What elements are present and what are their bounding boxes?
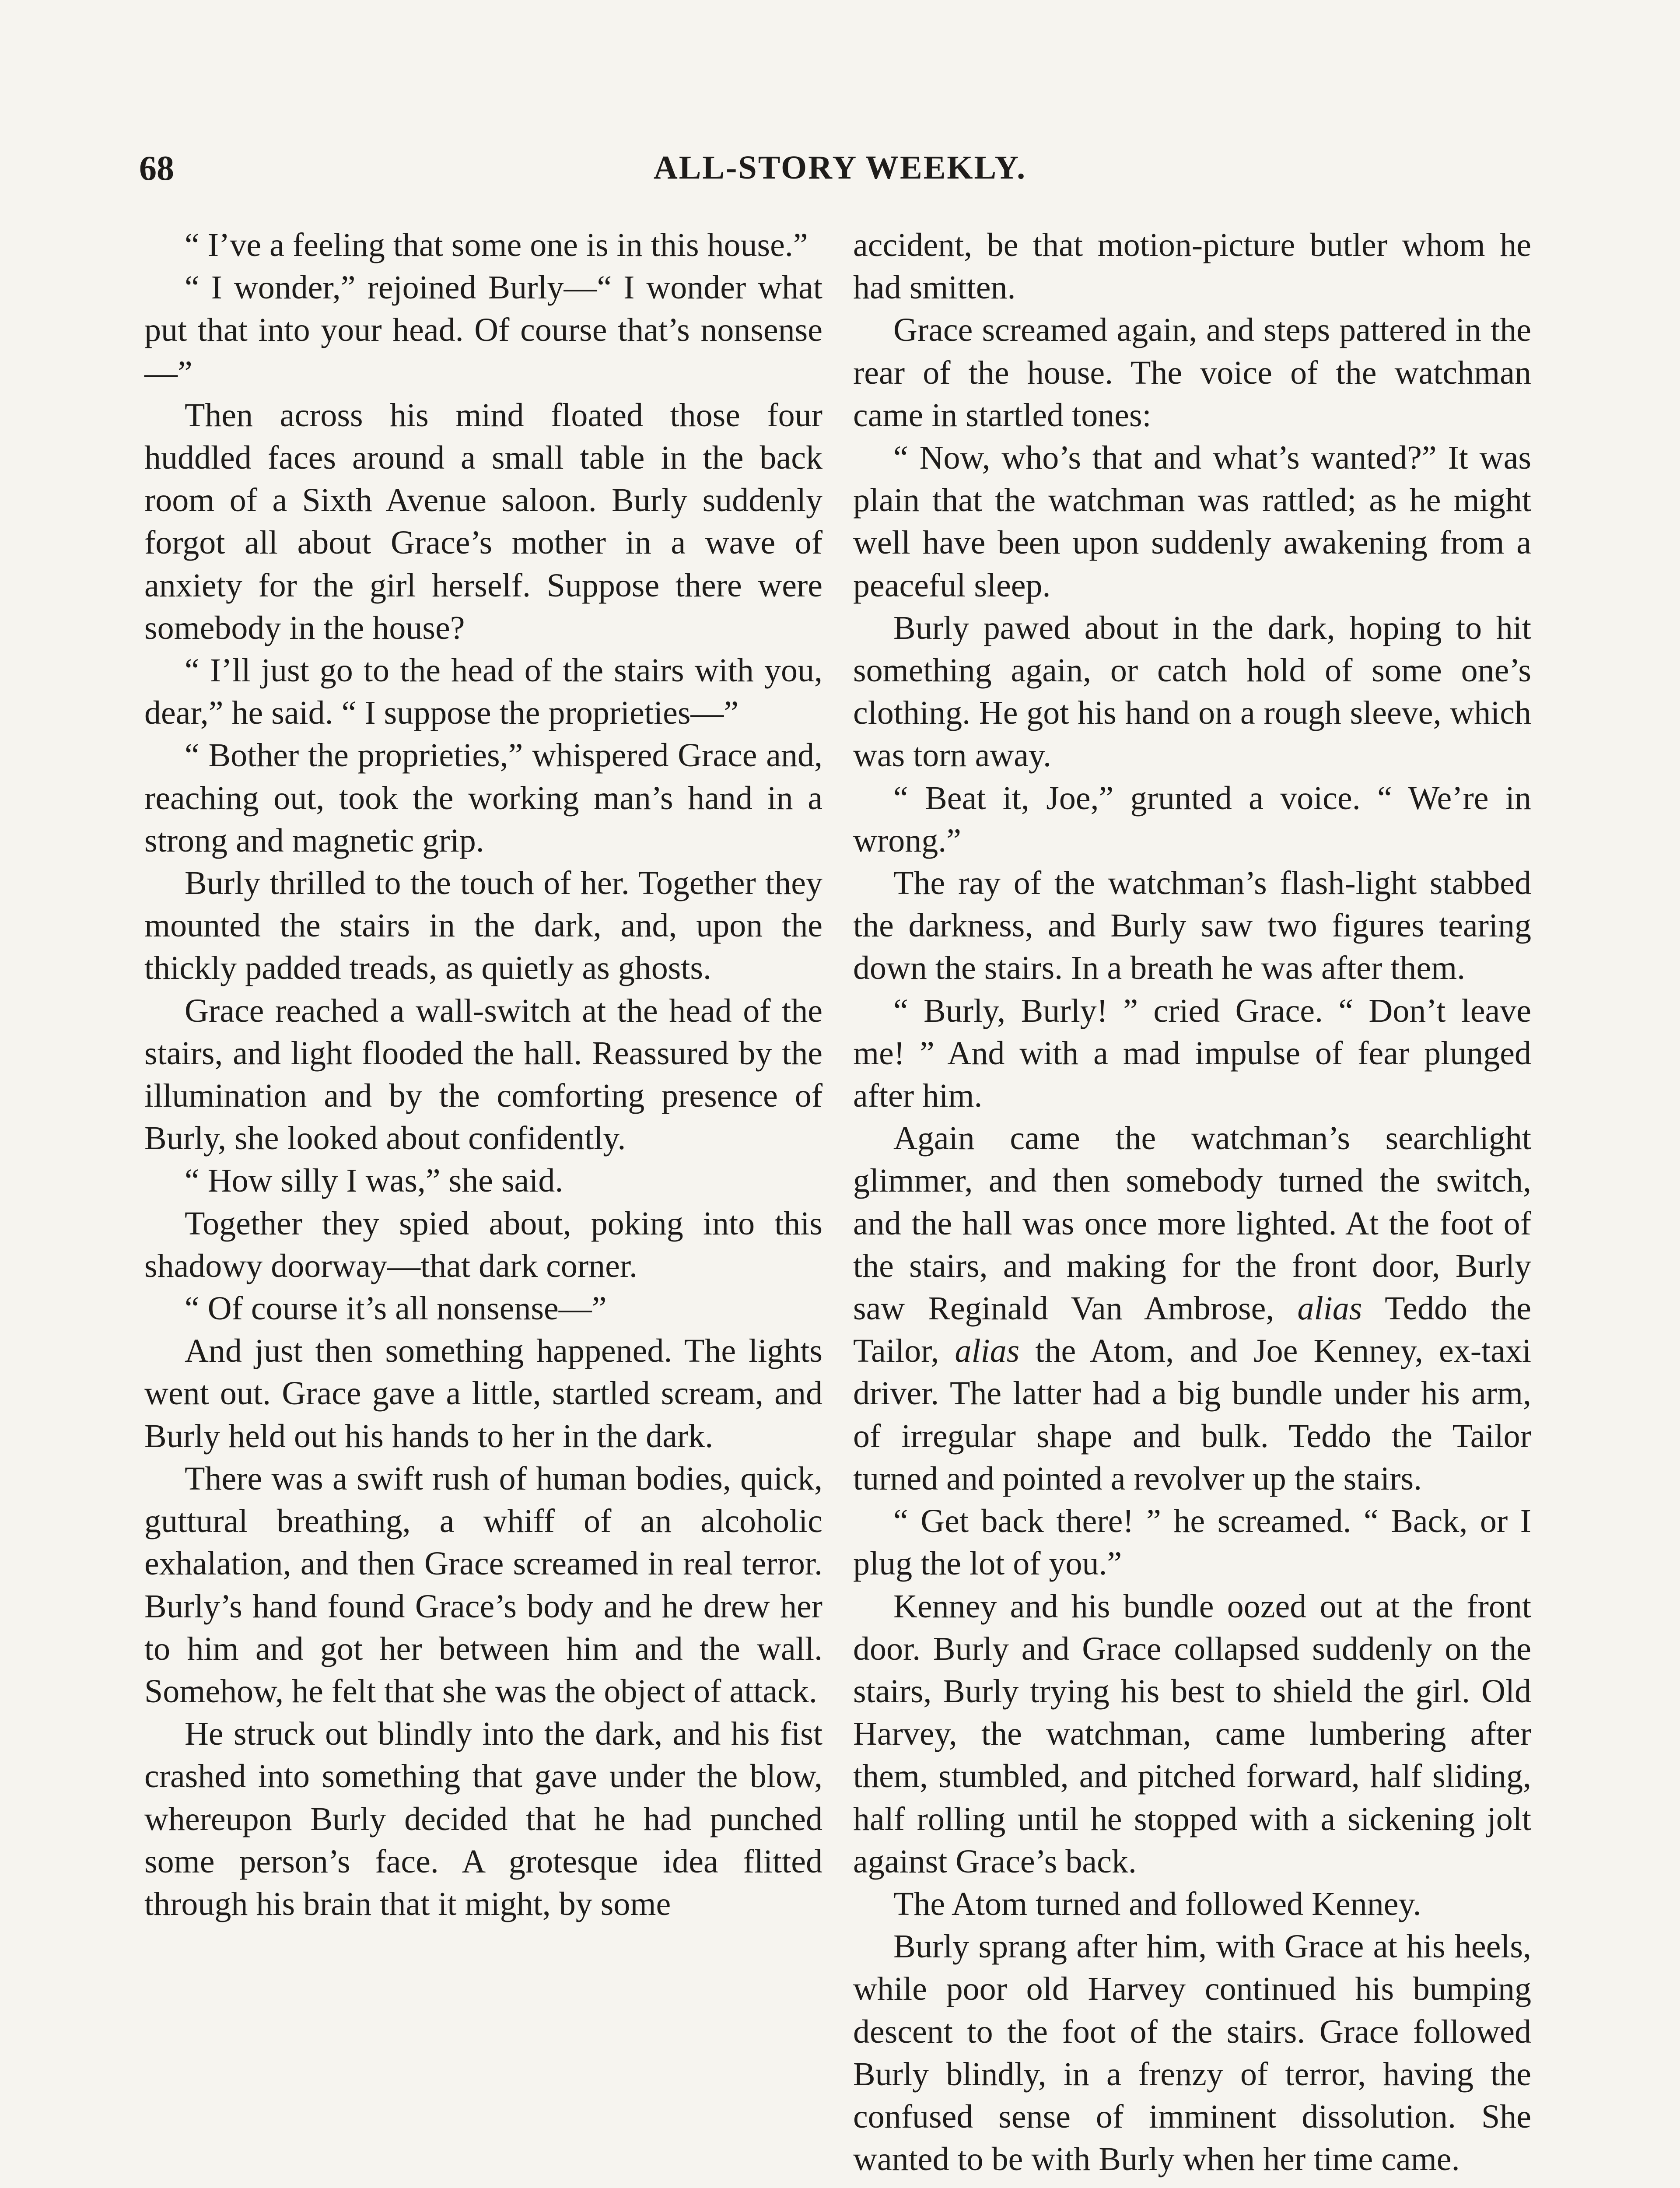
paragraph: “ Bother the proprieties,” whispered Grace and, reaching out, took the working man’s hand in a strong and magnetic grip. [144, 737, 822, 859]
page-header [0, 149, 1680, 197]
paragraph: “ How silly I was,” she said. [185, 1162, 564, 1199]
right-column [853, 224, 1531, 2181]
paragraph: Burly pawed about in the dark, hoping to hit something again, or catch hold of some one’s clothing. He got his hand on a rough sleeve, which was torn away. [853, 609, 1531, 774]
paragraph: There was a swift rush of human bodies, quick, guttural breathing, a whiff of an alcoholic exhalation, and then Grace screamed in real terror. Burly’s hand found Grace’s body and he drew her to him and got her between him and the wall. Somehow, he felt that she was the object of attack. [144, 1460, 822, 1710]
paragraph: “ Burly, Burly! ” cried Grace. “ Don’t leave me! ” And with a mad impulse of fear plunged after him. [853, 992, 1531, 1115]
paragraph: Then across his mind floated those four huddled faces around a small table in the back room of a Sixth Avenue saloon. Burly suddenly forgot all about Grace’s mother in a wave of anxiety for the girl herself. Suppose there were somebody in the house? [144, 396, 822, 646]
paragraph: “ Now, who’s that and what’s wanted?” It was plain that the watchman was rattled; as he might well have been upon suddenly awakening from a peaceful sleep. [853, 439, 1531, 604]
running-title: ALL-STORY WEEKLY. [653, 149, 1027, 186]
paragraph: Burly sprang after him, with Grace at his heels, while poor old Harvey continued his bumping descent to the foot of the stairs. Grace followed Burly blindly, in a frenzy of terror, having the confused sense of imminent dissolution. She wanted to be with Burly when her time came. [853, 1928, 1531, 2178]
paragraph: “ Get back there! ” he screamed. “ Back, or I plug the lot of you.” [853, 1503, 1531, 1582]
paragraph-van-ambrose [853, 1117, 1531, 1500]
paragraph: “ I’ve a feeling that some one is in this house.” [185, 227, 808, 263]
alias-italic: alias [955, 1332, 1020, 1370]
text-run: the Atom, and Joe Kenney, ex-taxi driver. The latter had a big bundle under his arm, of irregular shape and bulk. Teddo the Tailor turned and pointed a revolver up the stairs. [853, 1332, 1531, 1497]
paragraph: Grace screamed again, and steps pattered in the rear of the house. The voice of the watchman came in startled tones: [853, 312, 1531, 434]
paragraph: “ Beat it, Joe,” grunted a voice. “ We’re in wrong.” [853, 779, 1531, 859]
paragraph: The ray of the watchman’s flash-light stabbed the darkness, and Burly saw two figures tearing down the stairs. In a breath he was after them. [853, 865, 1531, 987]
text-run: Teddo the Tailor, [853, 1290, 1531, 1370]
paragraph: And just then something happened. The lights went out. Grace gave a little, startled scream, and Burly held out his hands to her in the dark. [144, 1332, 822, 1455]
paragraph: Grace reached a wall-switch at the head of the stairs, and light flooded the hall. Reassured by the illumination and by the comforting presence of Burly, she looked about confidently. [144, 992, 822, 1157]
paragraph: Together they spied about, poking into this shadowy doorway—that dark corner. [144, 1205, 822, 1284]
paragraph: He struck out blindly into the dark, and his fist crashed into something that gave under the blow, whereupon Burly decided that he had punched some person’s face. A grotesque idea flitted through his brain that it might, by some [144, 1715, 822, 1922]
paragraph: “ Of course it’s all nonsense—” [185, 1290, 607, 1327]
text-run: Again came the watchman’s searchlight glimmer, and then somebody turned the switch, and the hall was once more lighted. At the foot of the stairs, and making for the front door, Burly saw Reginald Van Ambrose, [853, 1120, 1531, 1327]
alias-italic: alias [1297, 1290, 1362, 1327]
left-column [144, 224, 822, 1925]
paragraph: Burly thrilled to the touch of her. Together they mounted the stairs in the dark, and, upon the thickly padded treads, as quietly as ghosts. [144, 865, 822, 987]
paragraph: “ I wonder,” rejoined Burly—“ I wonder what put that into your head. Of course that’s nonsense—” [144, 269, 822, 391]
continued-paragraph: accident, be that motion-picture butler whom he had smitten. [853, 227, 1531, 306]
paragraph: The Atom turned and followed Kenney. [893, 1885, 1421, 1922]
page-number: 68 [139, 149, 174, 188]
paragraph: Kenney and his bundle oozed out at the front door. Burly and Grace collapsed suddenly on the stairs, Burly trying his best to shield the girl. Old Harvey, the watchman, came lumbering after them, stumbled, and pitched forward, half sliding, half rolling until he stopped with a sickening jolt against Grace’s back. [853, 1588, 1531, 1880]
paragraph: “ I’ll just go to the head of the stairs with you, dear,” he said. “ I suppose the proprieties—” [144, 652, 822, 732]
